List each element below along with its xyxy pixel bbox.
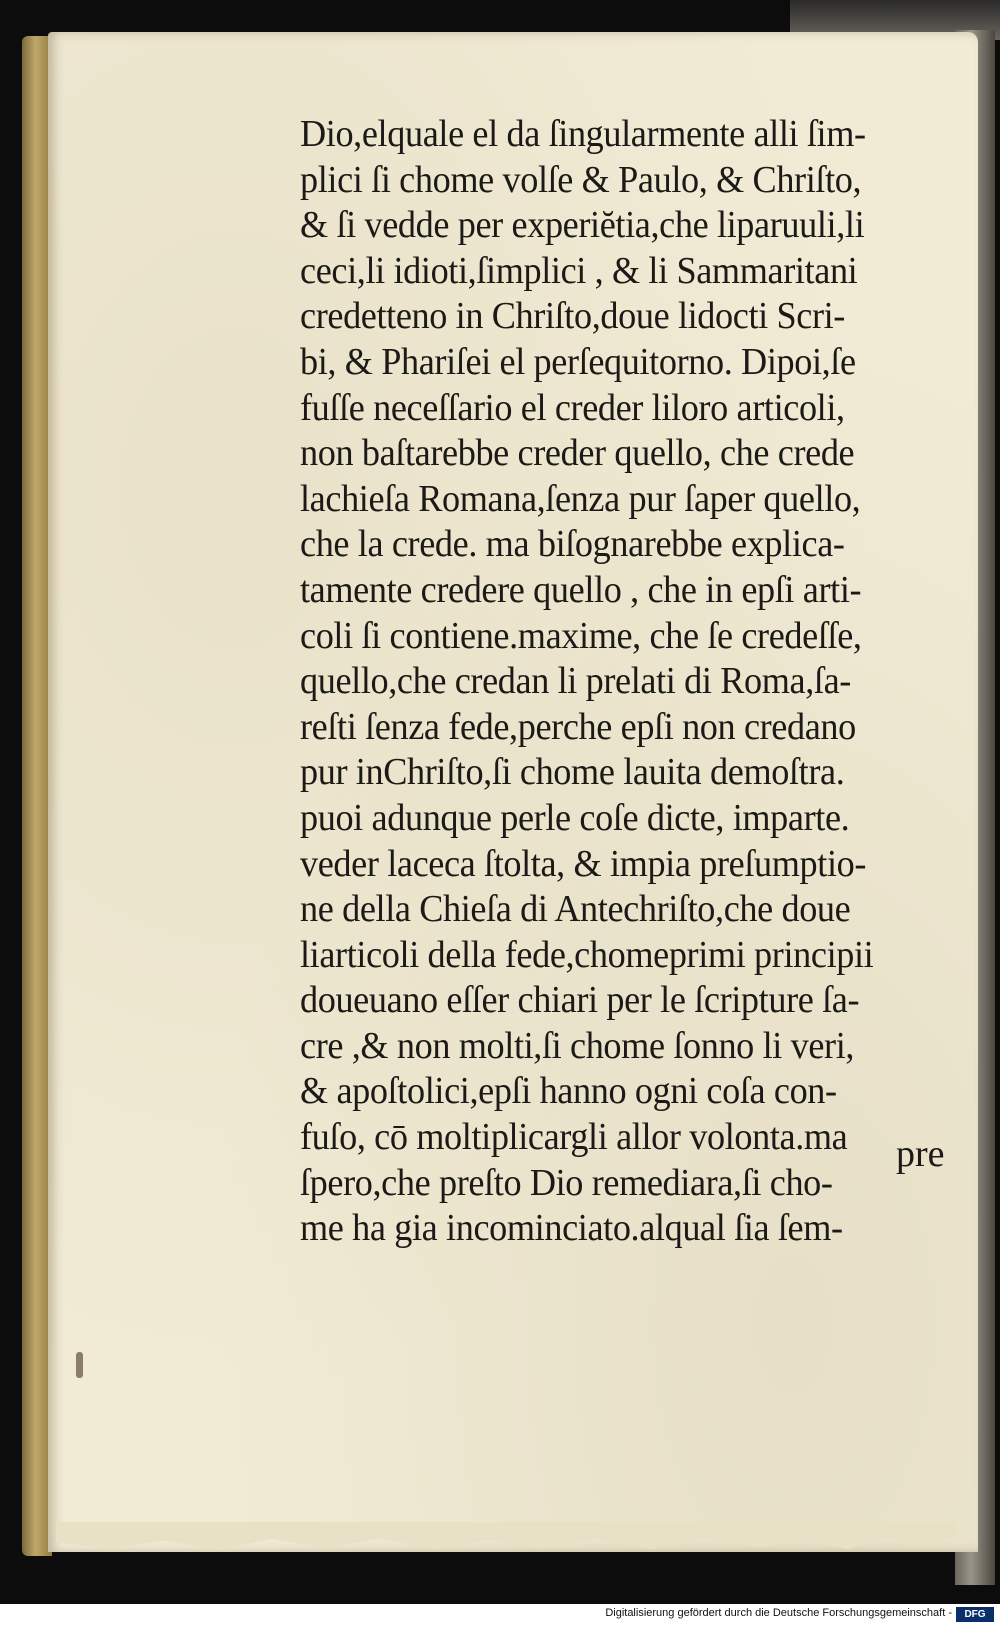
text-line: & apoſtolici,epſi hanno ogni coſa con- xyxy=(300,1070,837,1113)
page-text-block xyxy=(300,112,940,1252)
funding-credit: Digitalisierung gefördert durch die Deutsche Forschungsgemeinschaft - xyxy=(605,1607,952,1619)
dfg-logo: DFG xyxy=(956,1607,994,1622)
text-line: & ſi vedde per experiĕtia,che liparuuli,li xyxy=(300,204,865,247)
text-line: lachieſa Romana,ſenza pur ſaper quello, xyxy=(300,477,861,520)
text-line: pur inChriſto,ſi chome lauita demoſtra. xyxy=(300,751,845,794)
text-line: me ha gia incominciato.alqual ſia ſem- xyxy=(300,1207,843,1250)
text-line: bi, & Phariſei el perſequitorno. Dipoi,ſe xyxy=(300,340,856,383)
text-line: credetteno in Chriſto,doue lidocti Scri- xyxy=(300,295,845,338)
text-line: puoi adunque perle coſe dicte, imparte. xyxy=(300,796,850,839)
ink-mark xyxy=(76,1352,83,1378)
text-line: cre ,& non molti,ſi chome ſonno li veri, xyxy=(300,1024,855,1067)
text-line: ſpero,che preſto Dio remediara,ſi cho- xyxy=(300,1161,833,1204)
text-line: liarticoli della fede,chomeprimi principii xyxy=(300,933,874,976)
digitization-footer xyxy=(0,1604,1000,1625)
text-line: che la crede. ma biſognarebbe explica- xyxy=(300,523,845,566)
text-line: Dio,elquale el da ſingularmente alli ſim- xyxy=(300,113,866,155)
text-line: fuſſe neceſſario el creder liloro articoli, xyxy=(300,386,845,429)
text-line: non baſtarebbe creder quello, che crede xyxy=(300,432,855,475)
text-line: ceci,li idioti,ſimplici , & li Sammaritani xyxy=(300,249,858,292)
text-line: ne della Chieſa di Antechriſto,che doue xyxy=(300,888,851,931)
text-line: reſti ſenza fede,perche epſi non credano xyxy=(300,705,856,748)
catchword: pre xyxy=(896,1133,945,1175)
text-line: veder laceca ſtolta, & impia preſumptio- xyxy=(300,842,867,885)
text-line: doueuano eſſer chiari per le ſcripture ſa- xyxy=(300,979,860,1022)
text-line: plici ſi chome volſe & Paulo, & Chriſto, xyxy=(300,158,862,201)
text-line: tamente credere quello , che in epſi arti- xyxy=(300,568,862,611)
text-line: quello,che credan li prelati di Roma,ſa- xyxy=(300,660,851,703)
text-line: coli ſi contiene.maxime, che ſe credeſſe, xyxy=(300,614,862,657)
text-line: fuſo, cō moltiplicargli allor volonta.ma xyxy=(300,1116,848,1159)
